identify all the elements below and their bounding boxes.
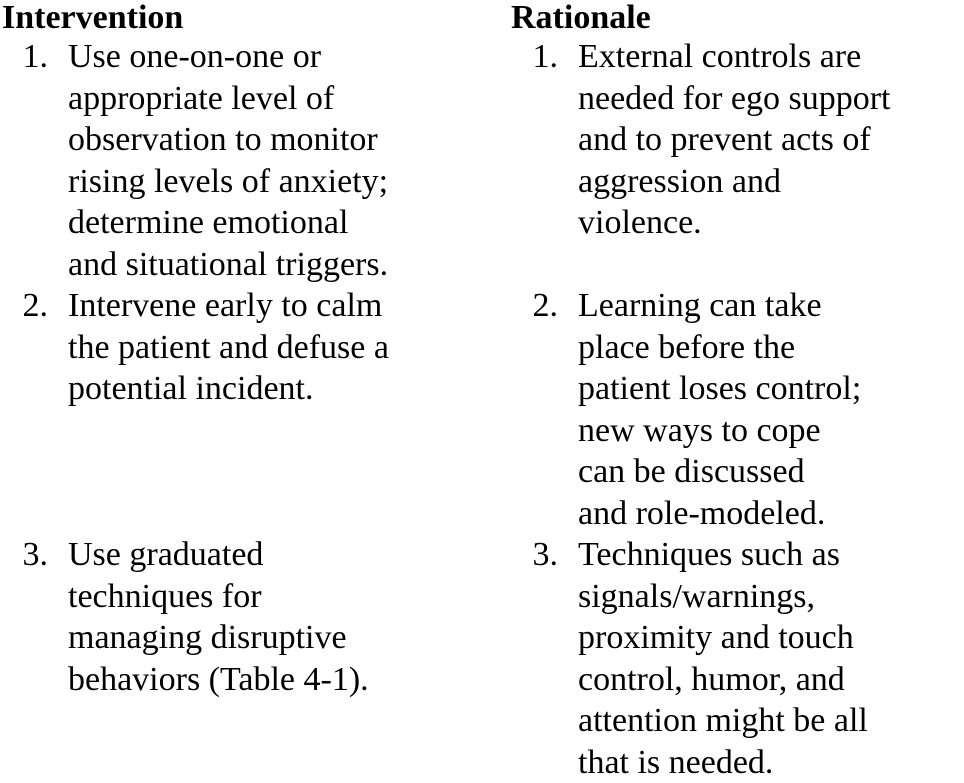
intervention-text-line: the patient and defuse a [68, 327, 389, 369]
rationale-text-line: can be discussed [578, 451, 805, 493]
intervention-text-line: and situational triggers. [68, 244, 388, 286]
intervention-item-number: 1. [2, 36, 48, 78]
rationale-text-line: new ways to cope [578, 410, 821, 452]
rationale-column-heading: Rationale [511, 0, 651, 36]
rationale-text-line: Techniques such as [578, 534, 840, 576]
rationale-text-line: place before the [578, 327, 795, 369]
rationale-text-line: violence. [578, 202, 702, 244]
intervention-text-line: Intervene early to calm [68, 285, 382, 327]
rationale-text-line: and role-modeled. [578, 493, 825, 535]
rationale-text-line: External controls are [578, 36, 861, 78]
intervention-text-line: determine emotional [68, 202, 348, 244]
rationale-text-line: Learning can take [578, 285, 822, 327]
intervention-column-heading: Intervention [2, 0, 183, 36]
rationale-text-line: control, humor, and [578, 659, 845, 701]
intervention-text-line: potential incident. [68, 368, 314, 410]
intervention-text-line: rising levels of anxiety; [68, 161, 388, 203]
rationale-text-line: attention might be all [578, 700, 868, 742]
rationale-item-number: 2. [512, 285, 558, 327]
rationale-item-number: 1. [512, 36, 558, 78]
intervention-text-line: behaviors (Table 4-1). [68, 659, 369, 701]
intervention-text-line: managing disruptive [68, 617, 347, 659]
intervention-text-line: techniques for [68, 576, 262, 618]
intervention-text-line: Use graduated [68, 534, 263, 576]
rationale-text-line: patient loses control; [578, 368, 861, 410]
intervention-text-line: appropriate level of [68, 78, 334, 120]
rationale-text-line: that is needed. [578, 742, 773, 783]
rationale-text-line: proximity and touch [578, 617, 854, 659]
rationale-item-number: 3. [512, 534, 558, 576]
rationale-text-line: needed for ego support [578, 78, 891, 120]
rationale-text-line: signals/warnings, [578, 576, 815, 618]
intervention-text-line: Use one-on-one or [68, 36, 321, 78]
intervention-item-number: 2. [2, 285, 48, 327]
intervention-item-number: 3. [2, 534, 48, 576]
intervention-text-line: observation to monitor [68, 119, 378, 161]
rationale-text-line: and to prevent acts of [578, 119, 871, 161]
rationale-text-line: aggression and [578, 161, 781, 203]
